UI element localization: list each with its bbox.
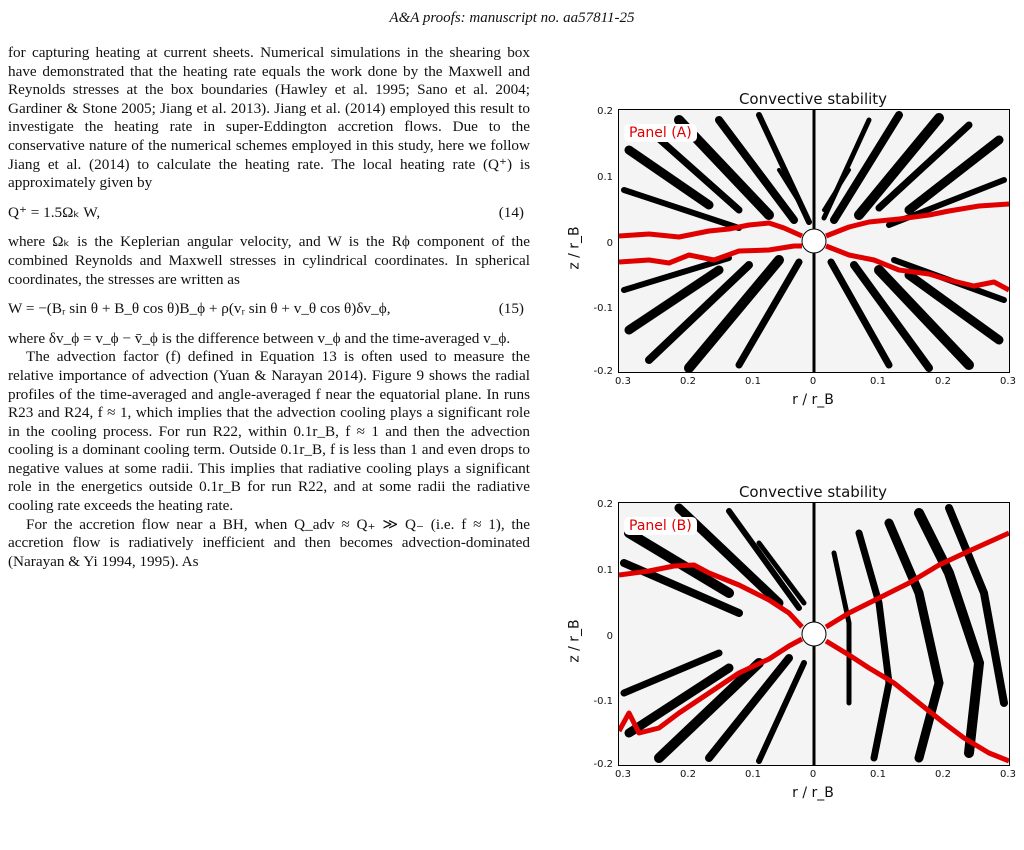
figure-panel-a bbox=[555, 90, 1015, 415]
text-column bbox=[8, 44, 530, 571]
equation-15-body: W = −(Bᵣ sin θ + B_θ cos θ)B_ϕ + ρ(vᵣ sin θ + v_θ cos θ)δv_ϕ, bbox=[8, 300, 391, 318]
paragraph-4: The advection factor (f) defined in Equation 13 is often used to measure the relative importance of advection (Yuan & Narayan 2014). Figure 9 shows the radial profiles of the time-averaged and angle-averaged f near the equatorial plane. In runs R23 and R24, f ≈ 1, which implies that the advection cooling plays a significant role in the cooling process. For run R22, within 0.1r_B, f ≈ 1 and then the advection cooling is a dominant cooling term. Outside 0.1r_B, f is less than 1 and even drops to negative values at some radii. This implies that radiative cooling plays a significant role in the energetics outside 0.1r_B for run R22, and at some radii the radiative cooling rate exceeds the heating rate. bbox=[8, 348, 530, 515]
x-tick: 0 bbox=[809, 769, 817, 780]
x-tick: 0.1 bbox=[870, 376, 886, 387]
equation-15-number: (15) bbox=[498, 300, 524, 318]
y-axis-label: z / r_B bbox=[566, 226, 583, 270]
y-tick: -0.2 bbox=[593, 366, 613, 377]
paragraph-1: for capturing heating at current sheets. Numerical simulations in the shearing box have demonstrated that the heating rate equals the work done by the Maxwell and Reynolds stresses at the box boundaries (Hawley et al. 1995; Sano et al. 2004; Gardiner & Stone 2005; Jiang et al. 2013). Jiang et al. (2014) employed this result to investigate the heating rate in super-Eddington accretion flows. Due to the conservative nature of the numerical schemes employed in this study, here we follow Jiang et al. (2014) to calculate the heating rate. The local heating rate (Q⁺) is approximately given by bbox=[8, 44, 530, 192]
black-hole-marker bbox=[802, 622, 826, 646]
y-tick: 0.1 bbox=[597, 565, 613, 576]
x-tick: 0.3 bbox=[1000, 769, 1016, 780]
running-header: A&A proofs: manuscript no. aa57811-25 bbox=[389, 10, 635, 26]
x-tick: 0.2 bbox=[935, 769, 951, 780]
panel-label: Panel (A) bbox=[624, 124, 697, 142]
figure-title: Convective stability bbox=[738, 483, 888, 501]
figure-title: Convective stability bbox=[738, 90, 888, 108]
y-tick: 0 bbox=[606, 238, 613, 249]
y-tick: 0.2 bbox=[597, 106, 613, 117]
equation-15 bbox=[8, 300, 530, 319]
y-tick: 0.2 bbox=[597, 499, 613, 510]
black-hole-marker bbox=[802, 229, 826, 253]
y-tick: 0.1 bbox=[597, 172, 613, 183]
equation-14-number: (14) bbox=[498, 203, 524, 221]
x-tick: 0.1 bbox=[745, 769, 761, 780]
y-tick: -0.1 bbox=[593, 303, 613, 314]
x-tick: 0.3 bbox=[615, 769, 631, 780]
y-tick: 0 bbox=[606, 631, 613, 642]
x-tick: 0 bbox=[809, 376, 817, 387]
paragraph-2: where Ωₖ is the Keplerian angular velocity, and W is the Rϕ component of the combined Reynolds and Maxwell stresses in cylindrical coordinates. In spherical coordinates, the stresses are written as bbox=[8, 233, 530, 288]
x-tick: 0.2 bbox=[680, 769, 696, 780]
x-tick: 0.2 bbox=[935, 376, 951, 387]
stability-map bbox=[619, 110, 1009, 372]
equation-14-body: Q⁺ = 1.5Ωₖ W, bbox=[8, 203, 101, 221]
y-tick: -0.2 bbox=[593, 759, 613, 770]
x-axis-label: r / r_B bbox=[792, 785, 834, 801]
paragraph-3: where δv_ϕ = v_ϕ − v̄_ϕ is the difference between v_ϕ and the time-averaged v_ϕ. bbox=[8, 329, 511, 347]
x-tick: 0.2 bbox=[680, 376, 696, 387]
plot-area bbox=[618, 109, 1010, 373]
x-tick: 0.1 bbox=[870, 769, 886, 780]
figure-panel-b bbox=[555, 483, 1015, 808]
panel-label: Panel (B) bbox=[624, 517, 697, 535]
stability-map bbox=[619, 503, 1009, 765]
x-axis-label: r / r_B bbox=[792, 392, 834, 408]
x-tick: 0.3 bbox=[615, 376, 631, 387]
y-axis-label: z / r_B bbox=[566, 619, 583, 663]
paragraph-5: For the accretion flow near a BH, when Q_adv ≈ Q₊ ≫ Q₋ (i.e. f ≈ 1), the accretion flow is radiatively inefficient and then becomes advection-dominated (Narayan & Yi 1994, 1995). As bbox=[8, 515, 530, 570]
equation-14 bbox=[8, 204, 530, 223]
y-tick: -0.1 bbox=[593, 696, 613, 707]
x-tick: 0.1 bbox=[745, 376, 761, 387]
x-tick: 0.3 bbox=[1000, 376, 1016, 387]
plot-area bbox=[618, 502, 1010, 766]
